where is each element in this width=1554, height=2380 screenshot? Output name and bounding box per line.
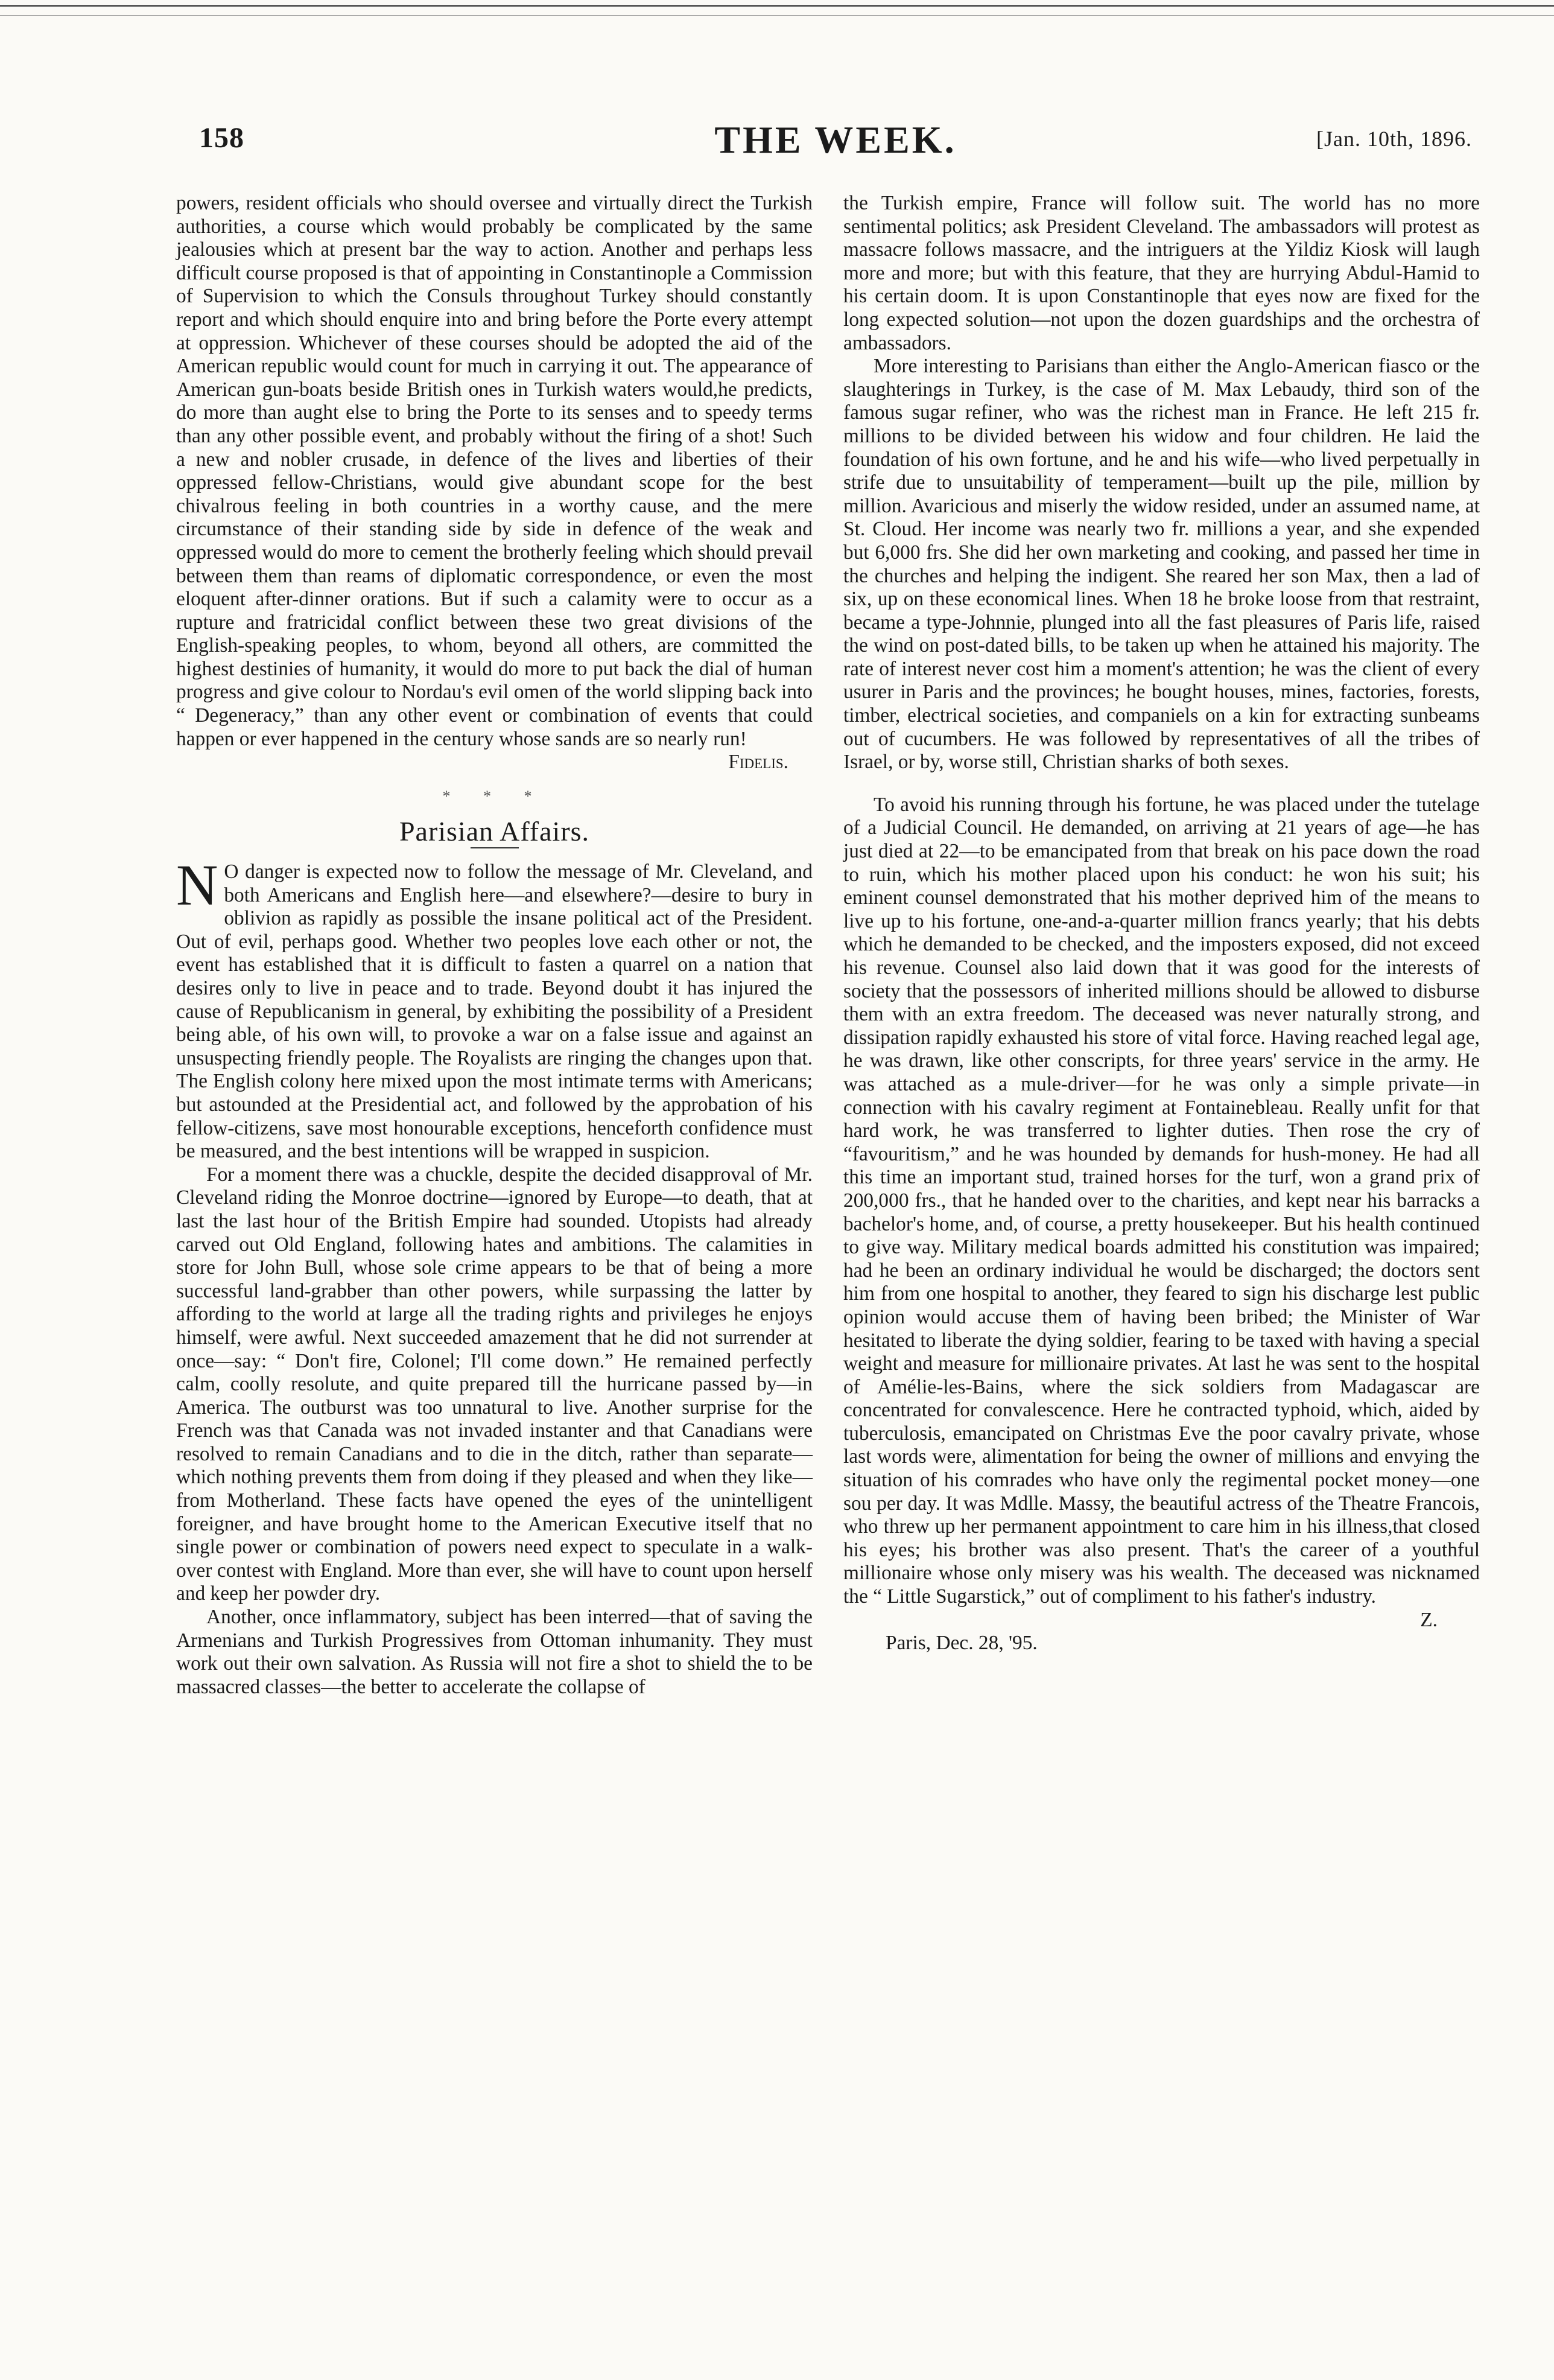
paragraph-spacer (843, 774, 1480, 794)
drop-cap: N (176, 853, 218, 918)
paragraph-3: Another, once inflammatory, subject has been interred—that of saving the Armenians and Turkish Progressives from Ottoman inhumanity. They must work out their own salvation. As Russia will not fire a shot to shield the to be massacred classes—the better to accelerate the collapse of (176, 1606, 813, 1698)
author-initial: Z. (1420, 1608, 1438, 1631)
dateline: Paris, Dec. 28, '95. (886, 1632, 1038, 1655)
article-signature: Fidelis. (728, 751, 788, 774)
paragraph-6: To avoid his running through his fortune, he was placed under the tutelage of a Judicial Council. He demanded, on arriving at 21 years of age—he has just died at 22—to be emancipated from that break on his pace down the road to ruin, which his mother placed upon his conduct: he won his suit; his eminent counsel demonstrated that his mother deprived him of the means to live up to his fortune, one-and-a-quarter million francs yearly; that his debts which he demanded to be checked, and the imposters exposed, did not exceed his revenue. Counsel also laid down that it was good for the interests of society that the possessors of inherited millions should be allowed to disburse them with an extra freedom. The deceased was never naturally strong, and dissipation rapidly exhausted his store of vital force. Having reached legal age, he was drawn, like other conscripts, for three years' service in the army. He was attached as a mule-driver—for he was only a simple private—in connection with his cavalry regiment at Fontainebleau. Really unfit for that hard work, he was transferred to lighter duties. Then rose the cry of “favouritism,” and he was hounded by demands for hush-money. He had all this time an important stud, trained horses for the turf, won a grand prix of 200,000 frs., that he handed over to the charities, and kept near his barracks a bachelor's home, and, of course, a pretty housekeeper. But his health continued to give way. Military medical boards admitted his constitution was impaired; had he been an ordinary individual he would be discharged; the doctors sent him from one hospital to another, they feared to sign his discharge lest public opinion would accuse them of having been bribed; the Minister of War hesitated to liberate the dying soldier, fearing to be taxed with having a special weight and measure for millionaire privates. At last he was sent to the hospital of Amélie-les-Bains, where the sick soldiers from Madagascar are concentrated for convalescence. Here he contracted typhoid, which, aided by tuberculosis, emancipated on Christmas Eve the poor cavalry private, whose last words were, alimentation for being the owner of millions and envying the situation of his comrades who have only the regimental pocket money—one sou per day. It was Mdlle. Massy, the beautiful actress of the Theatre Francois, who threw up her permanent appointment to care him in his illness,that closed his eyes; his brother was also present. That's the career of a youthful millionaire whose only misery was his wealth. The deceased was nicknamed the “ Little Sugarstick,” out of compliment to his father's industry. (843, 793, 1480, 1608)
paragraph-1 (176, 853, 813, 1163)
paragraph-1-text: O danger is expected now to follow the message of Mr. Cleveland, and both Americans and English here—and elsewhere?—desire to bury in oblivion as rapidly as possible the insane political act of the President. Out of evil, perhaps good. Whether two peoples love each other or not, the event has established that it is difficult to fasten a quarrel on a nation that desires only to live in peace and to trade. Beyond doubt it has injured the cause of Republicanism in general, by exhibiting the possibility of a President being able, of his own will, to provoke a war on a false issue and against an unsuspecting friendly people. The Royalists are ringing the changes upon that. The English colony here mixed upon the most intimate terms with Americans; but astounded at the Presidential act, and followed by the approbation of his fellow-citizens, save most honourable exceptions, henceforth confidence must be measured, and the best intentions will be wrapped in suspicion. (176, 861, 813, 1163)
section-ornament: * * * (442, 787, 547, 805)
top-border-rule (0, 5, 1554, 16)
page-number: 158 (199, 122, 244, 154)
title-rule (471, 847, 519, 848)
section-title: Parisian Affairs. (399, 816, 590, 847)
paragraph-5: More interesting to Parisians than either the Anglo-American fiasco or the slaughterings in Turkey, is the case of M. Max Lebaudy, third son of the famous sugar refiner, who was the richest man in France. He left 215 fr. millions to be divided between his widow and four children. He laid the foundation of his own fortune, and he and his wife—who lived perpetually in strife due to unsuitability of temperament—built up the pile, million by million. Avaricious and miserly the widow resided, under an assumed name, at St. Cloud. Her income was nearly two fr. millions a year, and she expended but 6,000 frs. She did her own marketing and cooking, and passed her time in the churches and helping the indigent. She reared her son Max, then a lad of six, up on these economical lines. When 18 he broke loose from that restraint, became a type-Johnnie, plunged into all the fast pleasures of Paris life, raised the wind on post-dated bills, to be taken up when he attained his majority. The rate of interest never cost him a moment's attention; he was the client of every usurer in Paris and the provinces; he bought houses, mines, factories, forests, timber, electrical societies, and companiels on a kin for extracting sunbeams out of cucumbers. He was followed by representatives of all the tribes of Israel, or by, worse still, Christian sharks of both sexes. (843, 355, 1480, 774)
masthead-title: THE WEEK. (714, 118, 957, 161)
paragraph-4: the Turkish empire, France will follow suit. The world has no more sentimental politics; ask President Cleveland. The ambassadors will protest as massacre follows massacre, and the intriguers at the Yildiz Kiosk will laugh more and more; but with this feature, that they are hurrying Abdul-Hamid to his certain doom. It is upon Constantinople that eyes now are fixed for the long expected solution—not upon the dozen guardships and the orchestra of ambassadors. (843, 192, 1480, 354)
page-header (199, 118, 1472, 166)
paragraph-2: For a moment there was a chuckle, despite the decided disapproval of Mr. Cleveland riding the Monroe doctrine—ignored by Europe—to death, that at last the last hour of the British Empire had sounded. Utopists had already carved out Old England, following hates and ambitions. The calamities in store for John Bull, whose sole crime appears to be that of being a more successful land-grabber than other powers, while surpassing the latter by affording to the world at large all the trading rights and privileges he enjoys himself, were awful. Next succeeded amazement that he did not surrender at once—say: “ Don't fire, Colonel; I'll come down.” He remained perfectly calm, coolly resolute, and quite prepared till the hurricane passed by—in America. The outburst was too unnatural to live. Another surprise for the French was that Canada was not invaded instanter and that Canadians were resolved to remain Canadians and to die in the ditch, rather than separate—which nothing prevents them from doing if they pleased and when they like—from Motherland. These facts have opened the eyes of the unintelligent foreigner, and have brought home to the American Executive itself that no single power or combination of powers need expect to speculate in a walk-over contest with England. More than ever, she will have to count upon herself and keep her powder dry. (176, 1163, 813, 1605)
left-column (176, 192, 813, 1699)
issue-date: [Jan. 10th, 1896. (1316, 127, 1472, 151)
right-column (843, 192, 1480, 1655)
continued-article-text: powers, resident officials who should oversee and virtually direct the Turkish authorities, a course which would probably be complicated by the same jealousies which at present bar the way to action. Another and perhaps less difficult course proposed is that of appointing in Constantinople a Commission of Supervision to which the Consuls throughout Turkey should constantly report and which should enquire into and bring before the Porte every attempt at oppression. Whichever of these courses should be adopted the aid of the American republic would count for much in carrying it out. The appearance of American gun-boats beside British ones in Turkish waters would,he predicts, do more than aught else to bring the Porte to its senses and to speedy terms than any other possible event, and probably without the firing of a shot! Such a new and nobler crusade, in defence of the lives and liberties of their oppressed fellow-Christians, would give abundant scope for the best chivalrous feeling in both countries in a worthy cause, and the mere circumstance of their standing side by side in defence of the weak and oppressed would do more to cement the brotherly feeling which should prevail between them than reams of diplomatic correspondence, or even the most eloquent after-dinner orations. But if such a calamity were to occur as a rupture and fratricidal conflict between these two great divisions of the English-speaking peoples, to whom, beyond all others, are committed the highest destinies of humanity, it would do more to put back the dial of human progress and give colour to Nordau's evil omen of the world slipping back into “ Degeneracy,” than any other event or combination of events that could happen or ever happened in the century whose sands are so nearly run! (176, 192, 813, 750)
